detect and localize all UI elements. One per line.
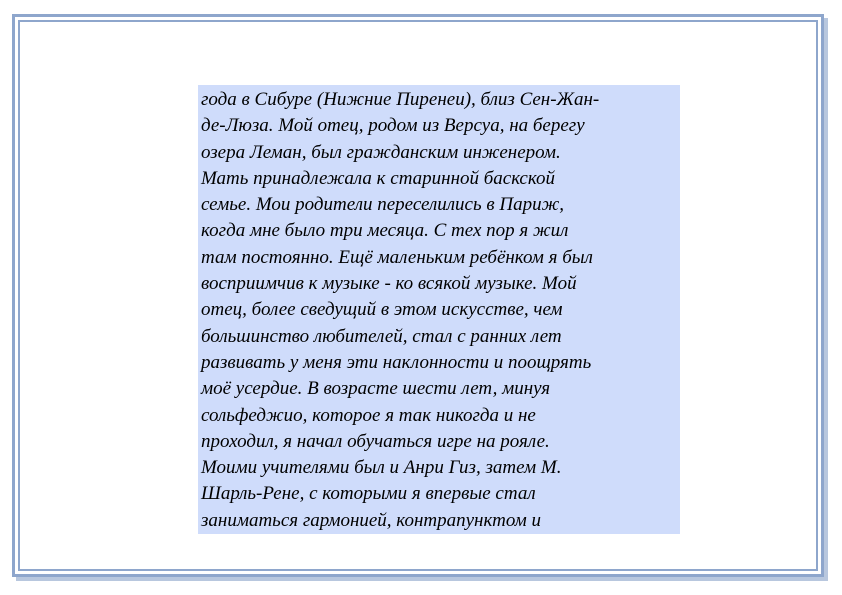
frame-shadow-right xyxy=(824,18,828,581)
text-line: моё усердие. В возрасте шести лет, минуя xyxy=(201,378,551,400)
text-line: Мать принадлежала к старинной баскской xyxy=(201,167,555,189)
text-line: года в Сибуре (Нижние Пиренеи), близ Сен-Жан- xyxy=(201,89,600,110)
text-line: восприимчив к музыке - ко всякой музыке. Мой xyxy=(201,273,577,295)
text-line: семье. Мои родители переселились в Париж, xyxy=(201,194,565,216)
text-line: проходил, я начал обучаться игре на рояле. xyxy=(201,430,550,452)
text-line: де-Люза. Мой отец, родом из Версуа, на берегу xyxy=(201,115,585,137)
text-line: развивать у меня эти наклонности и поощрять xyxy=(201,351,592,373)
text-line: Моими учителями был и Анри Гиз, затем М. xyxy=(201,457,562,479)
text-line: там постоянно. Ещё маленьким ребёнком я был xyxy=(201,246,593,268)
text-line: большинство любителей, стал с ранних лет xyxy=(201,325,562,347)
text-line: озера Леман, был гражданским инженером. xyxy=(201,141,561,163)
text-line: когда мне было три месяца. С тех пор я жил xyxy=(201,220,569,242)
text-line: Шарль-Рене, с которыми я впервые стал xyxy=(201,483,536,505)
frame-shadow-bottom xyxy=(16,577,828,581)
text-line: отец, более сведущий в этом искусстве, чем xyxy=(201,299,563,321)
text-line: сольфеджио, которое я так никогда и не xyxy=(201,404,536,426)
text-passage xyxy=(198,85,680,534)
text-line: заниматься гармонией, контрапунктом и xyxy=(201,509,541,531)
